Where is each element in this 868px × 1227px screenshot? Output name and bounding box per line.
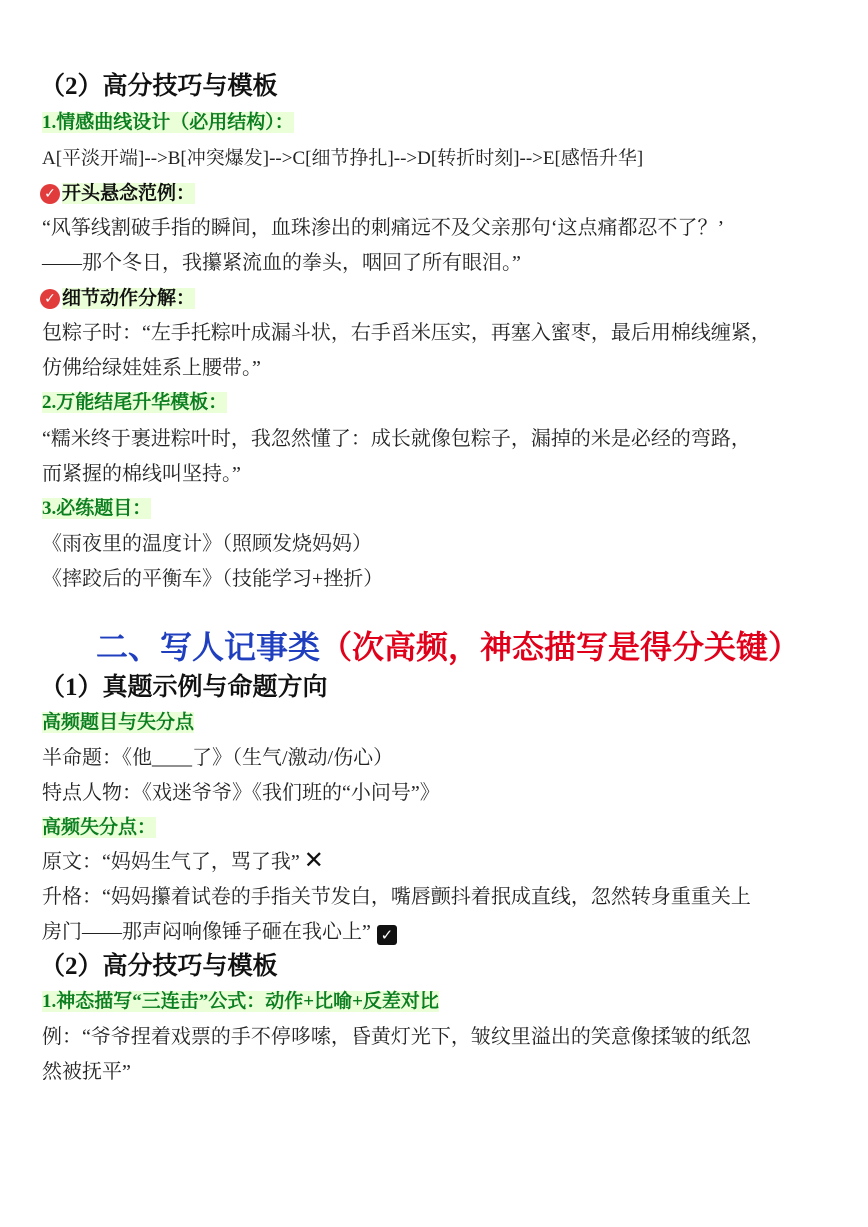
paragraph-line: 特点人物：《戏迷爷爷》《我们班的“小问号”》 <box>42 782 440 804</box>
section-heading: （1）真题示例与命题方向 <box>40 674 328 701</box>
subheading-emotion-curve: 1.情感曲线设计（必用结构）： <box>42 112 294 133</box>
subheading-topics-and-points: 高频题目与失分点 <box>42 712 195 733</box>
paragraph-line: 半命题：《他____了》（生气/激动/伤心） <box>42 747 394 769</box>
topic-item: 《摔跤后的平衡车》（技能学习+挫折） <box>42 568 384 590</box>
paragraph-line: 然被抚平” <box>42 1061 131 1083</box>
upgraded-sentence: 房门——那声闷响像锤子砸在我心上” ✓ <box>42 915 397 945</box>
section-heading: （2）高分技巧与模板 <box>40 953 278 980</box>
subheading-loss-points: 高频失分点： <box>42 817 157 838</box>
check-box-icon: ✓ <box>377 925 397 945</box>
subheading-practice-topics: 3.必练题目： <box>42 498 152 519</box>
paragraph-line: 包粽子时：“左手托粽叶成漏斗状，右手舀米压实，再塞入蜜枣，最后用棉线缠紧， <box>42 322 771 344</box>
label-opening-example: ✓ 开头悬念范例： <box>40 178 195 205</box>
subheading-expression-formula: 1.神态描写“三连击”公式：动作+比喻+反差对比 <box>42 991 439 1012</box>
topic-item: 《雨夜里的温度计》（照顾发烧妈妈） <box>42 533 372 555</box>
paragraph-line: 例：“爷爷捏着戏票的手不停哆嗦，昏黄灯光下，皱纹里溢出的笑意像揉皱的纸忽 <box>42 1026 751 1048</box>
original-sentence: 原文：“妈妈生气了，骂了我” ✕ <box>42 846 324 874</box>
cross-icon: ✕ <box>303 846 324 874</box>
section-heading: （2）高分技巧与模板 <box>40 73 278 100</box>
section-title: 二、写人记事类（次高频，神态描写是得分关键） <box>96 629 801 665</box>
flow-structure: A[平淡开端]-->B[冲突爆发]-->C[细节挣扎]-->D[转折时刻]-->E[感悟升华] <box>42 148 644 169</box>
paragraph-line: ——那个冬日，我攥紧流血的拳头，咽回了所有眼泪。” <box>42 252 521 274</box>
paragraph-line: “糯米终于裹进粽叶时，我忽然懂了：成长就像包粽子，漏掉的米是必经的弯路， <box>42 428 751 450</box>
subheading-ending-template: 2.万能结尾升华模板： <box>42 392 228 413</box>
paragraph-line: 而紧握的棉线叫坚持。” <box>42 463 241 485</box>
paragraph-line: 仿佛给绿娃娃系上腰带。” <box>42 357 261 379</box>
paragraph-line: “风筝线割破手指的瞬间，血珠渗出的刺痛远不及父亲那句‘这点痛都忍不了？’ <box>42 217 725 239</box>
check-circle-icon: ✓ <box>40 184 60 204</box>
check-circle-icon: ✓ <box>40 289 60 309</box>
label-detail-action: ✓ 细节动作分解： <box>40 283 195 310</box>
paragraph-line: 升格：“妈妈攥着试卷的手指关节发白，嘴唇颤抖着抿成直线，忽然转身重重关上 <box>42 886 751 908</box>
